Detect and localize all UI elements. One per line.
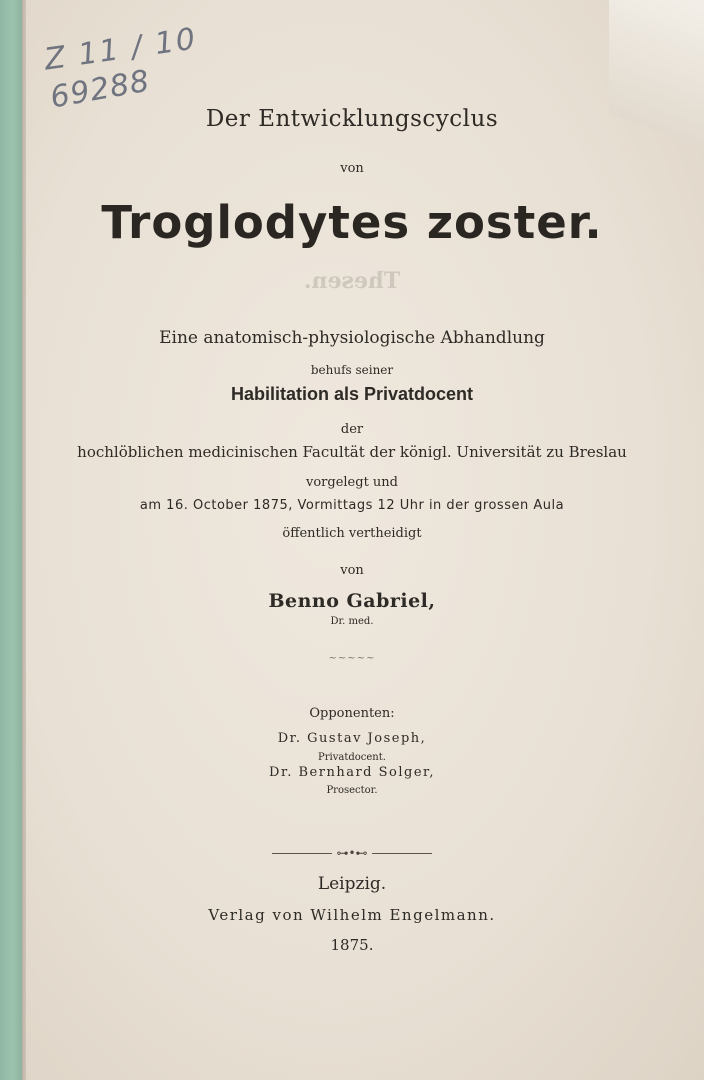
shelfmark-line-1: Z 11 / 10 xyxy=(42,21,200,78)
date-text: am 16. October 1875, Vormittags 12 Uhr in der grossen Aula xyxy=(139,498,565,513)
imprint-year: 1875. xyxy=(330,936,374,954)
title-von: von xyxy=(340,161,364,176)
faculty-text: hochlöblichen medicinischen Facultät der königl. Universität zu Breslau xyxy=(77,443,627,461)
rule-left xyxy=(272,853,332,854)
von-text: von xyxy=(340,563,364,578)
bleed-through-text: Thesen. xyxy=(303,268,401,294)
opponent-1-name: Dr. Gustav Joseph, xyxy=(277,731,427,746)
habilitation-heading: Habilitation als Privatdocent xyxy=(230,384,474,404)
rule-right xyxy=(372,853,432,854)
imprint-publisher: Verlag von Wilhelm Engelmann. xyxy=(208,906,496,924)
subtitle: Eine anatomisch-physiologische Abhandlung xyxy=(159,328,545,348)
verteidigt-text: öffentlich vertheidigt xyxy=(282,526,422,541)
ornament-rule xyxy=(0,846,704,860)
opponents-label: Opponenten: xyxy=(309,706,395,721)
opponent-2-role: Prosector. xyxy=(326,785,378,796)
author-name: Benno Gabriel, xyxy=(268,590,436,612)
author-title: Dr. med. xyxy=(330,616,374,627)
der-text: der xyxy=(340,422,364,437)
imprint-city: Leipzig. xyxy=(317,874,387,894)
shelfmark-line-2: 69288 xyxy=(47,63,153,116)
main-title: Troglodytes zoster. xyxy=(101,196,603,249)
behufs-text: behufs seiner xyxy=(310,363,394,377)
vorgelegt-text: vorgelegt und xyxy=(306,475,398,490)
ornament-center: ⊶•⊷ xyxy=(336,846,368,860)
opponent-1-role: Privatdocent. xyxy=(318,752,386,763)
title-line-1: Der Entwicklungscyclus xyxy=(205,106,499,132)
folded-corner xyxy=(609,0,704,210)
opponent-2-name: Dr. Bernhard Solger, xyxy=(269,765,435,780)
handwritten-shelfmark xyxy=(36,21,226,118)
ornament-wave: ~~~~~ xyxy=(328,653,376,664)
